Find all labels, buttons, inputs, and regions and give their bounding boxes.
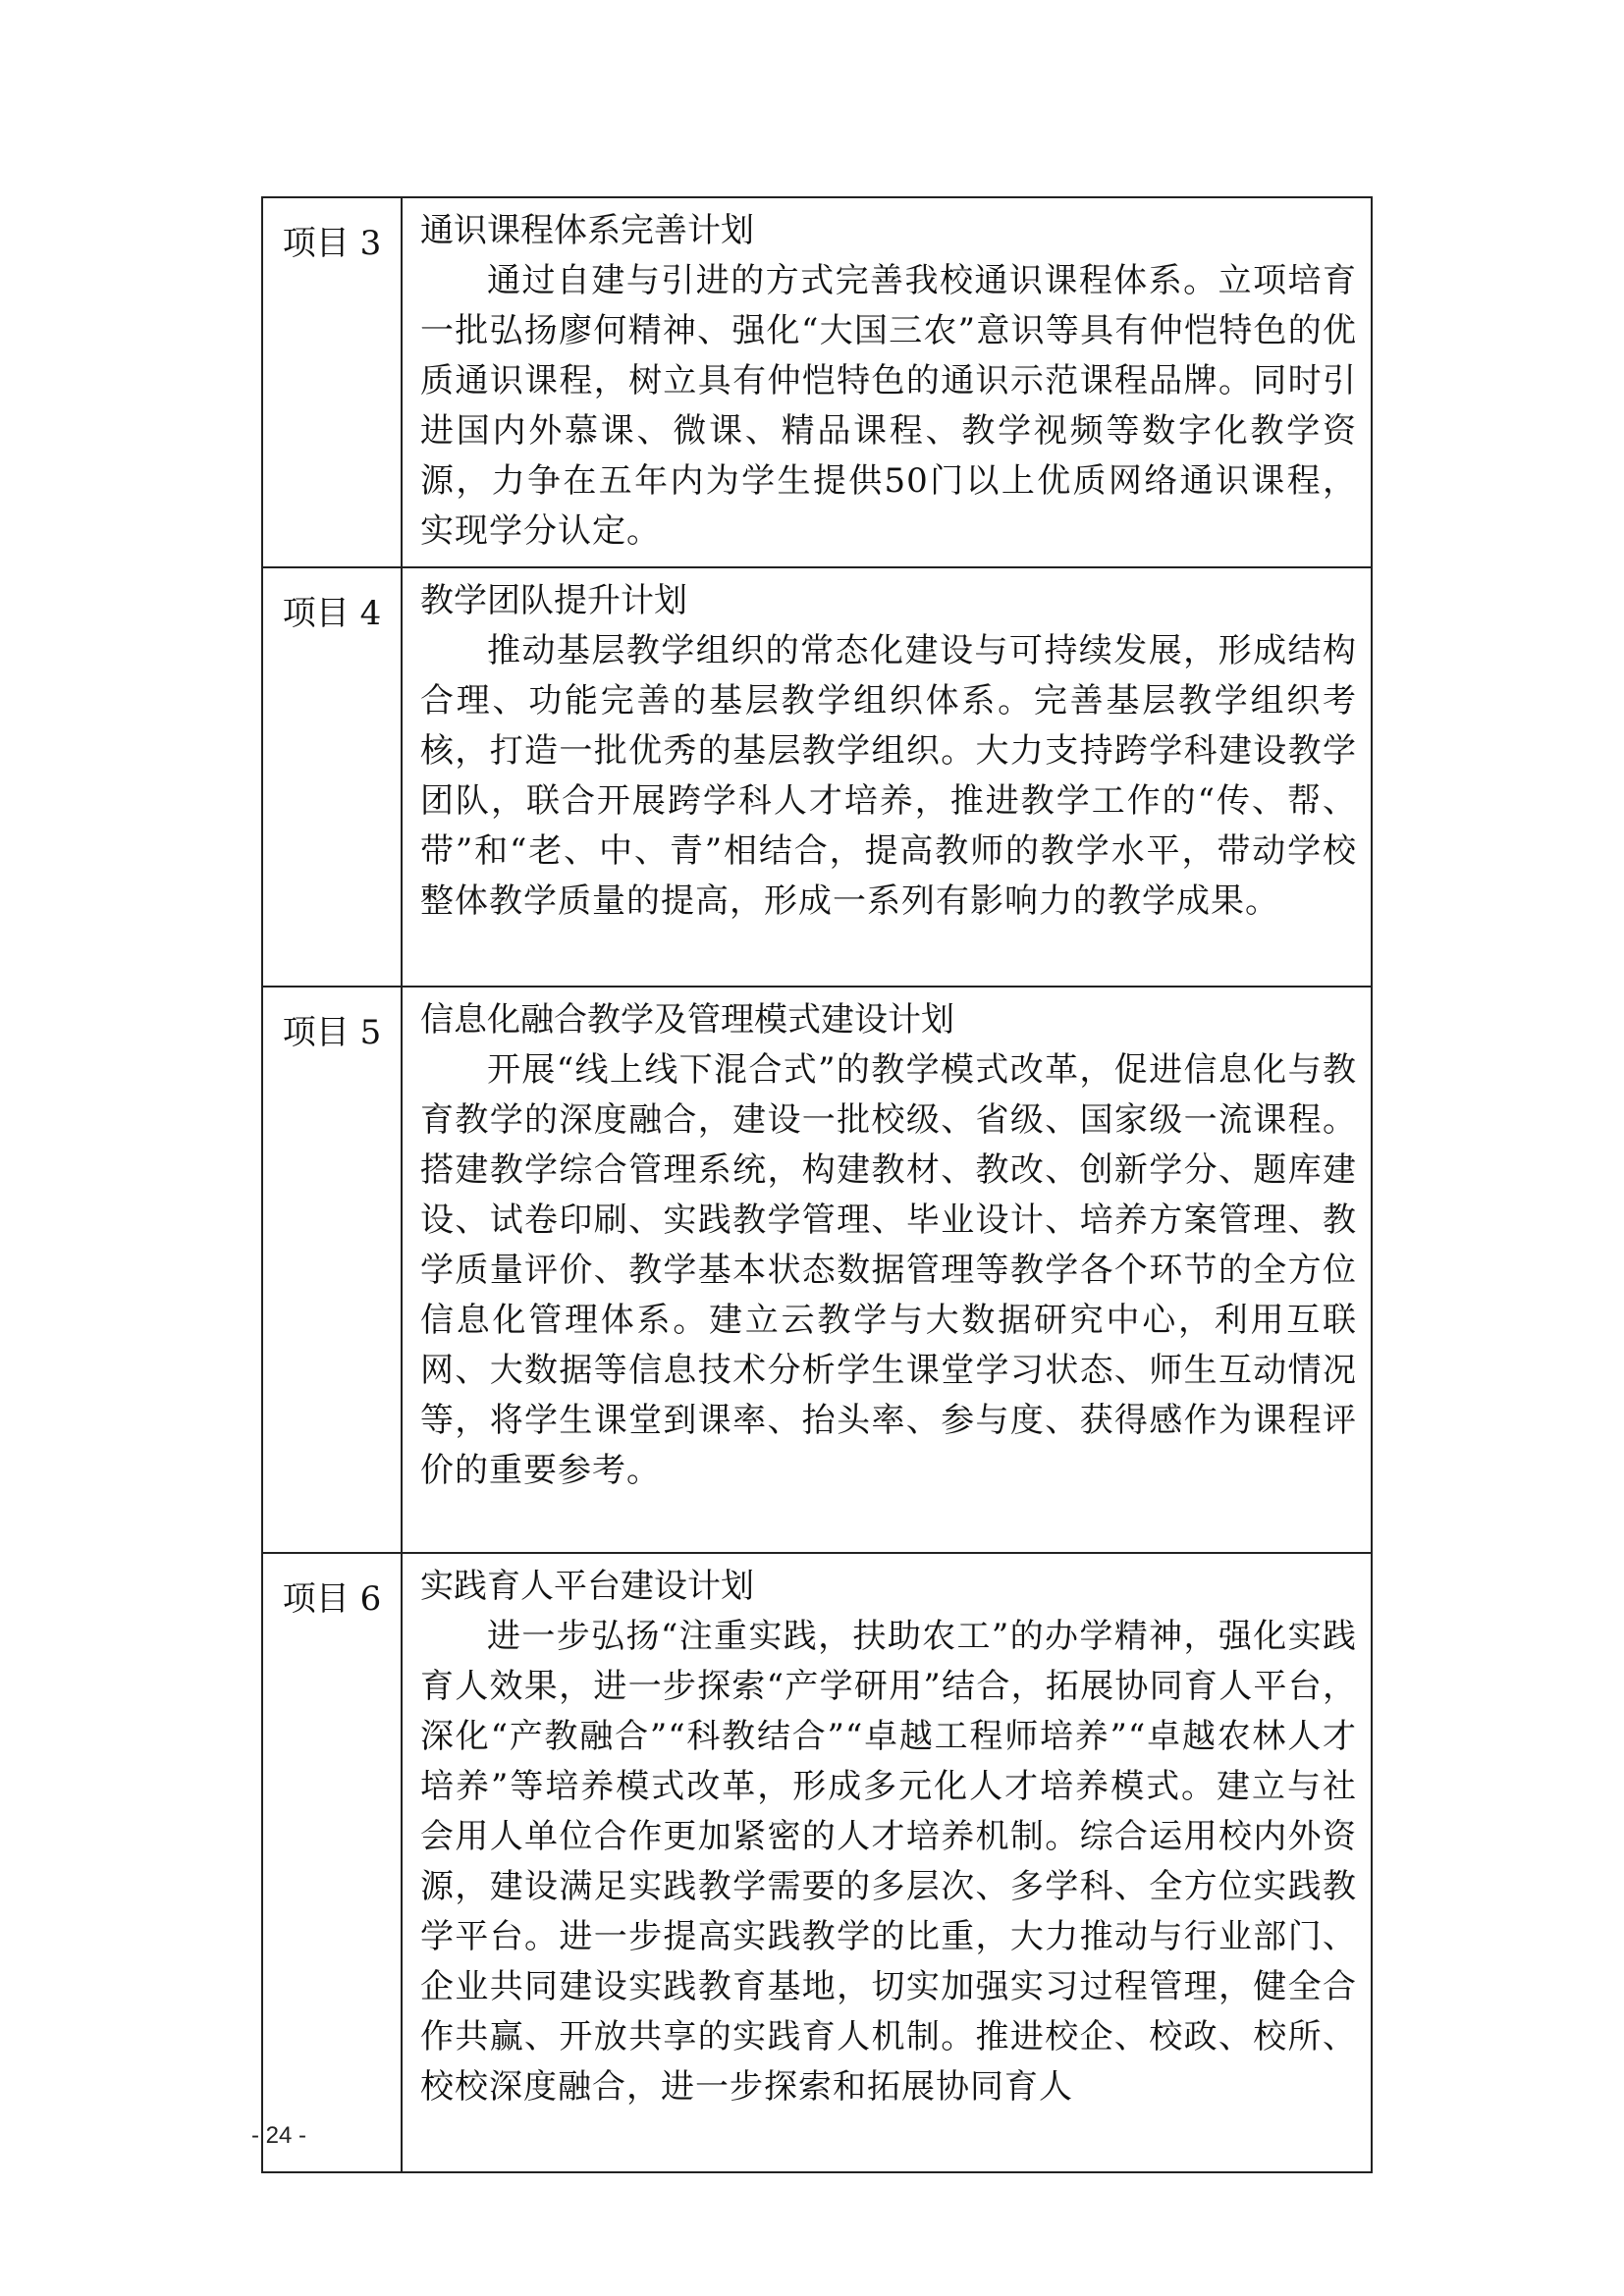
project-content (402, 1553, 1372, 2172)
project-description: 通过自建与引进的方式完善我校通识课程体系。立项培育一批弘扬廖何精神、强化“大国三农”意识等具有仲恺特色的优质通识课程，树立具有仲恺特色的通识示范课程品牌。同时引进国内外慕课、微课、精品课程、教学视频等数字化教学资源，力争在五年内为学生提供50门以上优质网络通识课程，实现学分认定。 (420, 261, 1357, 551)
project-description: 进一步弘扬“注重实践，扶助农工”的办学精神，强化实践育人效果，进一步探索“产学研用”结合，拓展协同育人平台，深化“产教融合”“科教结合”“卓越工程师培养”“卓越农林人才培养”等培养模式改革，形成多元化人才培养模式。建立与社会用人单位合作更加紧密的人才培养机制。综合运用校内外资源，建设满足实践教学需要的多层次、多学科、全方位实践教学平台。进一步提高实践教学的比重，大力推动与行业部门、企业共同建设实践教育基地，切实加强实习过程管理，健全合作共赢、开放共享的实践育人机制。推进校企、校政、校所、校校深度融合，进一步探索和拓展协同育人 (420, 1617, 1357, 2107)
project-title: 教学团队提升计划 (420, 581, 687, 620)
project-title: 通识课程体系完善计划 (420, 211, 754, 250)
project-description: 推动基层教学组织的常态化建设与可持续发展，形成结构合理、功能完善的基层教学组织体系。完善基层教学组织考核，打造一批优秀的基层教学组织。大力支持跨学科建设教学团队，联合开展跨学科人才培养，推进教学工作的“传、帮、带”和“老、中、青”相结合，提高教师的教学水平，带动学校整体教学质量的提高，形成一系列有影响力的教学成果。 (420, 631, 1357, 921)
project-label: 项目 5 (262, 987, 402, 1553)
projects-table (261, 196, 1373, 2173)
project-description: 开展“线上线下混合式”的教学模式改革，促进信息化与教育教学的深度融合，建设一批校级、省级、国家级一流课程。搭建教学综合管理系统，构建教材、教改、创新学分、题库建设、试卷印刷、实践教学管理、毕业设计、培养方案管理、教学质量评价、教学基本状态数据管理等教学各个环节的全方位信息化管理体系。建立云教学与大数据研究中心，利用互联网、大数据等信息技术分析学生课堂学习状态、师生互动情况等，将学生课堂到课率、抬头率、参与度、获得感作为课程评价的重要参考。 (420, 1050, 1357, 1490)
project-title: 信息化融合教学及管理模式建设计划 (420, 1000, 954, 1040)
table-row (262, 1553, 1372, 2172)
table-row (262, 197, 1372, 567)
table-row (262, 567, 1372, 987)
table-row (262, 987, 1372, 1553)
project-content (402, 197, 1372, 567)
project-content (402, 987, 1372, 1553)
project-title: 实践育人平台建设计划 (420, 1567, 754, 1606)
project-label: 项目 6 (262, 1553, 402, 2172)
project-label: 项目 4 (262, 567, 402, 987)
project-label: 项目 3 (262, 197, 402, 567)
page-number: - 24 - (251, 2122, 307, 2149)
project-content (402, 567, 1372, 987)
